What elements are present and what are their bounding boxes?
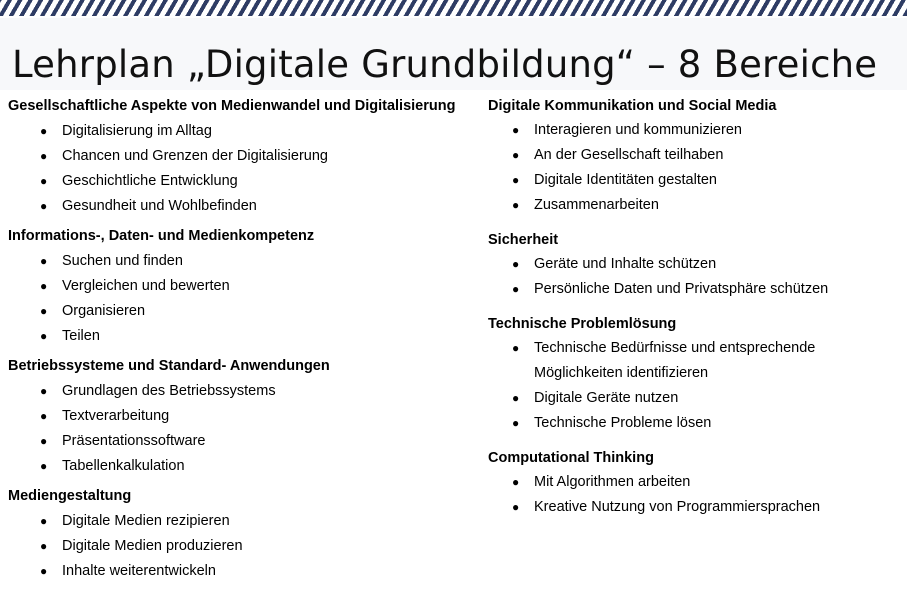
bullet-icon: ● [512,416,520,430]
list-item-label: Organisieren [62,303,146,319]
list-item [40,379,458,404]
topic-group [488,314,903,436]
bullet-icon: ● [40,149,48,163]
topic-heading: Digitale Kommunikation und Social Media [488,98,777,114]
list-item [40,534,458,559]
topic-item-list [488,336,903,436]
bullet-icon: ● [512,123,520,137]
list-item [512,495,903,520]
list-item [512,143,903,168]
list-item-label: Digitale Identitäten gestalten [534,172,717,188]
bullet-icon: ● [512,257,520,271]
bullet-icon: ● [512,500,520,514]
topic-group [8,356,458,479]
bullet-icon: ● [512,391,520,405]
topic-group [8,96,458,219]
bullet-icon: ● [40,514,48,528]
list-item [40,429,458,454]
bullet-icon: ● [40,254,48,268]
list-item-label: Technische Bedürfnisse und entsprechende Möglichkeiten identifizieren [534,340,816,381]
topic-item-list [488,470,903,520]
bullet-icon: ● [40,459,48,473]
list-item [40,249,458,274]
bullet-icon: ● [512,198,520,212]
topic-group [8,486,458,584]
list-item [40,559,458,584]
decorative-striped-band [0,0,907,16]
topic-item-list [8,119,458,219]
list-item [512,193,903,218]
bullet-icon: ● [40,384,48,398]
list-item-label: Digitalisierung im Alltag [62,123,212,139]
list-item-label: Digitale Medien produzieren [62,538,243,554]
list-item-label: Geräte und Inhalte schützen [534,256,717,272]
bullet-icon: ● [512,148,520,162]
bullet-icon: ● [40,409,48,423]
list-item-label: Gesundheit und Wohlbefinden [62,198,257,214]
list-item [512,118,903,143]
topic-heading: Gesellschaftliche Aspekte von Medienwandel und Digitalisierung [8,98,456,114]
bullet-icon: ● [512,475,520,489]
list-item [512,252,903,277]
topic-item-list [8,249,458,349]
list-item [40,119,458,144]
list-item-label: Inhalte weiterentwickeln [62,563,216,579]
content-columns [0,96,907,579]
topic-heading: Mediengestaltung [8,488,132,504]
list-item [40,404,458,429]
list-item [512,470,903,495]
list-item [512,168,903,193]
list-item-label: Digitale Geräte nutzen [534,390,679,406]
bullet-icon: ● [40,279,48,293]
list-item [40,454,458,479]
topic-item-list [8,509,458,584]
list-item-label: Zusammenarbeiten [534,197,659,213]
right-column [488,96,903,532]
bullet-icon: ● [40,434,48,448]
bullet-icon: ● [40,539,48,553]
list-item-label: Technische Probleme lösen [534,415,712,431]
list-item [512,277,903,302]
topic-heading: Sicherheit [488,232,559,248]
list-item-label: Teilen [62,328,100,344]
list-item [40,299,458,324]
list-item-label: Textverarbeitung [62,408,170,424]
list-item [512,386,903,411]
topic-heading: Technische Problemlösung [488,316,677,332]
list-item-label: Mit Algorithmen arbeiten [534,474,691,490]
left-column [8,96,458,591]
page-title: Lehrplan „Digitale Grundbildung“ – 8 Bereiche [12,43,878,86]
list-item [512,411,903,436]
title-bar [0,18,907,90]
list-item-label: Vergleichen und bewerten [62,278,230,294]
bullet-icon: ● [40,329,48,343]
list-item-label: Grundlagen des Betriebssystems [62,383,276,399]
bullet-icon: ● [512,173,520,187]
topic-item-list [488,118,903,218]
list-item [40,509,458,534]
topic-heading: Computational Thinking [488,450,654,466]
topic-heading: Informations-, Daten- und Medienkompetenz [8,228,315,244]
list-item-label: Interagieren und kommunizieren [534,122,742,138]
list-item-label: Digitale Medien rezipieren [62,513,230,529]
list-item-label: Chancen und Grenzen der Digitalisierung [62,148,328,164]
topic-group [488,448,903,520]
bullet-icon: ● [40,199,48,213]
topic-group [8,226,458,349]
topic-item-list [8,379,458,479]
bullet-icon: ● [40,304,48,318]
list-item-label: Persönliche Daten und Privatsphäre schützen [534,281,829,297]
list-item-label: Kreative Nutzung von Programmiersprachen [534,499,821,515]
list-item-label: Präsentationssoftware [62,433,206,449]
list-item-label: Tabellenkalkulation [62,458,185,474]
bullet-icon: ● [512,341,520,355]
list-item [40,324,458,349]
bullet-icon: ● [512,282,520,296]
bullet-icon: ● [40,174,48,188]
bullet-icon: ● [40,564,48,578]
list-item [40,144,458,169]
list-item [40,194,458,219]
list-item-label: Suchen und finden [62,253,183,269]
list-item [40,169,458,194]
topic-group [488,230,903,302]
list-item-label: Geschichtliche Entwicklung [62,173,238,189]
list-item-label: An der Gesellschaft teilhaben [534,147,724,163]
topic-group [488,96,903,218]
topic-heading: Betriebssysteme und Standard- Anwendungen [8,358,330,374]
bullet-icon: ● [40,124,48,138]
list-item [512,336,903,386]
list-item [40,274,458,299]
topic-item-list [488,252,903,302]
